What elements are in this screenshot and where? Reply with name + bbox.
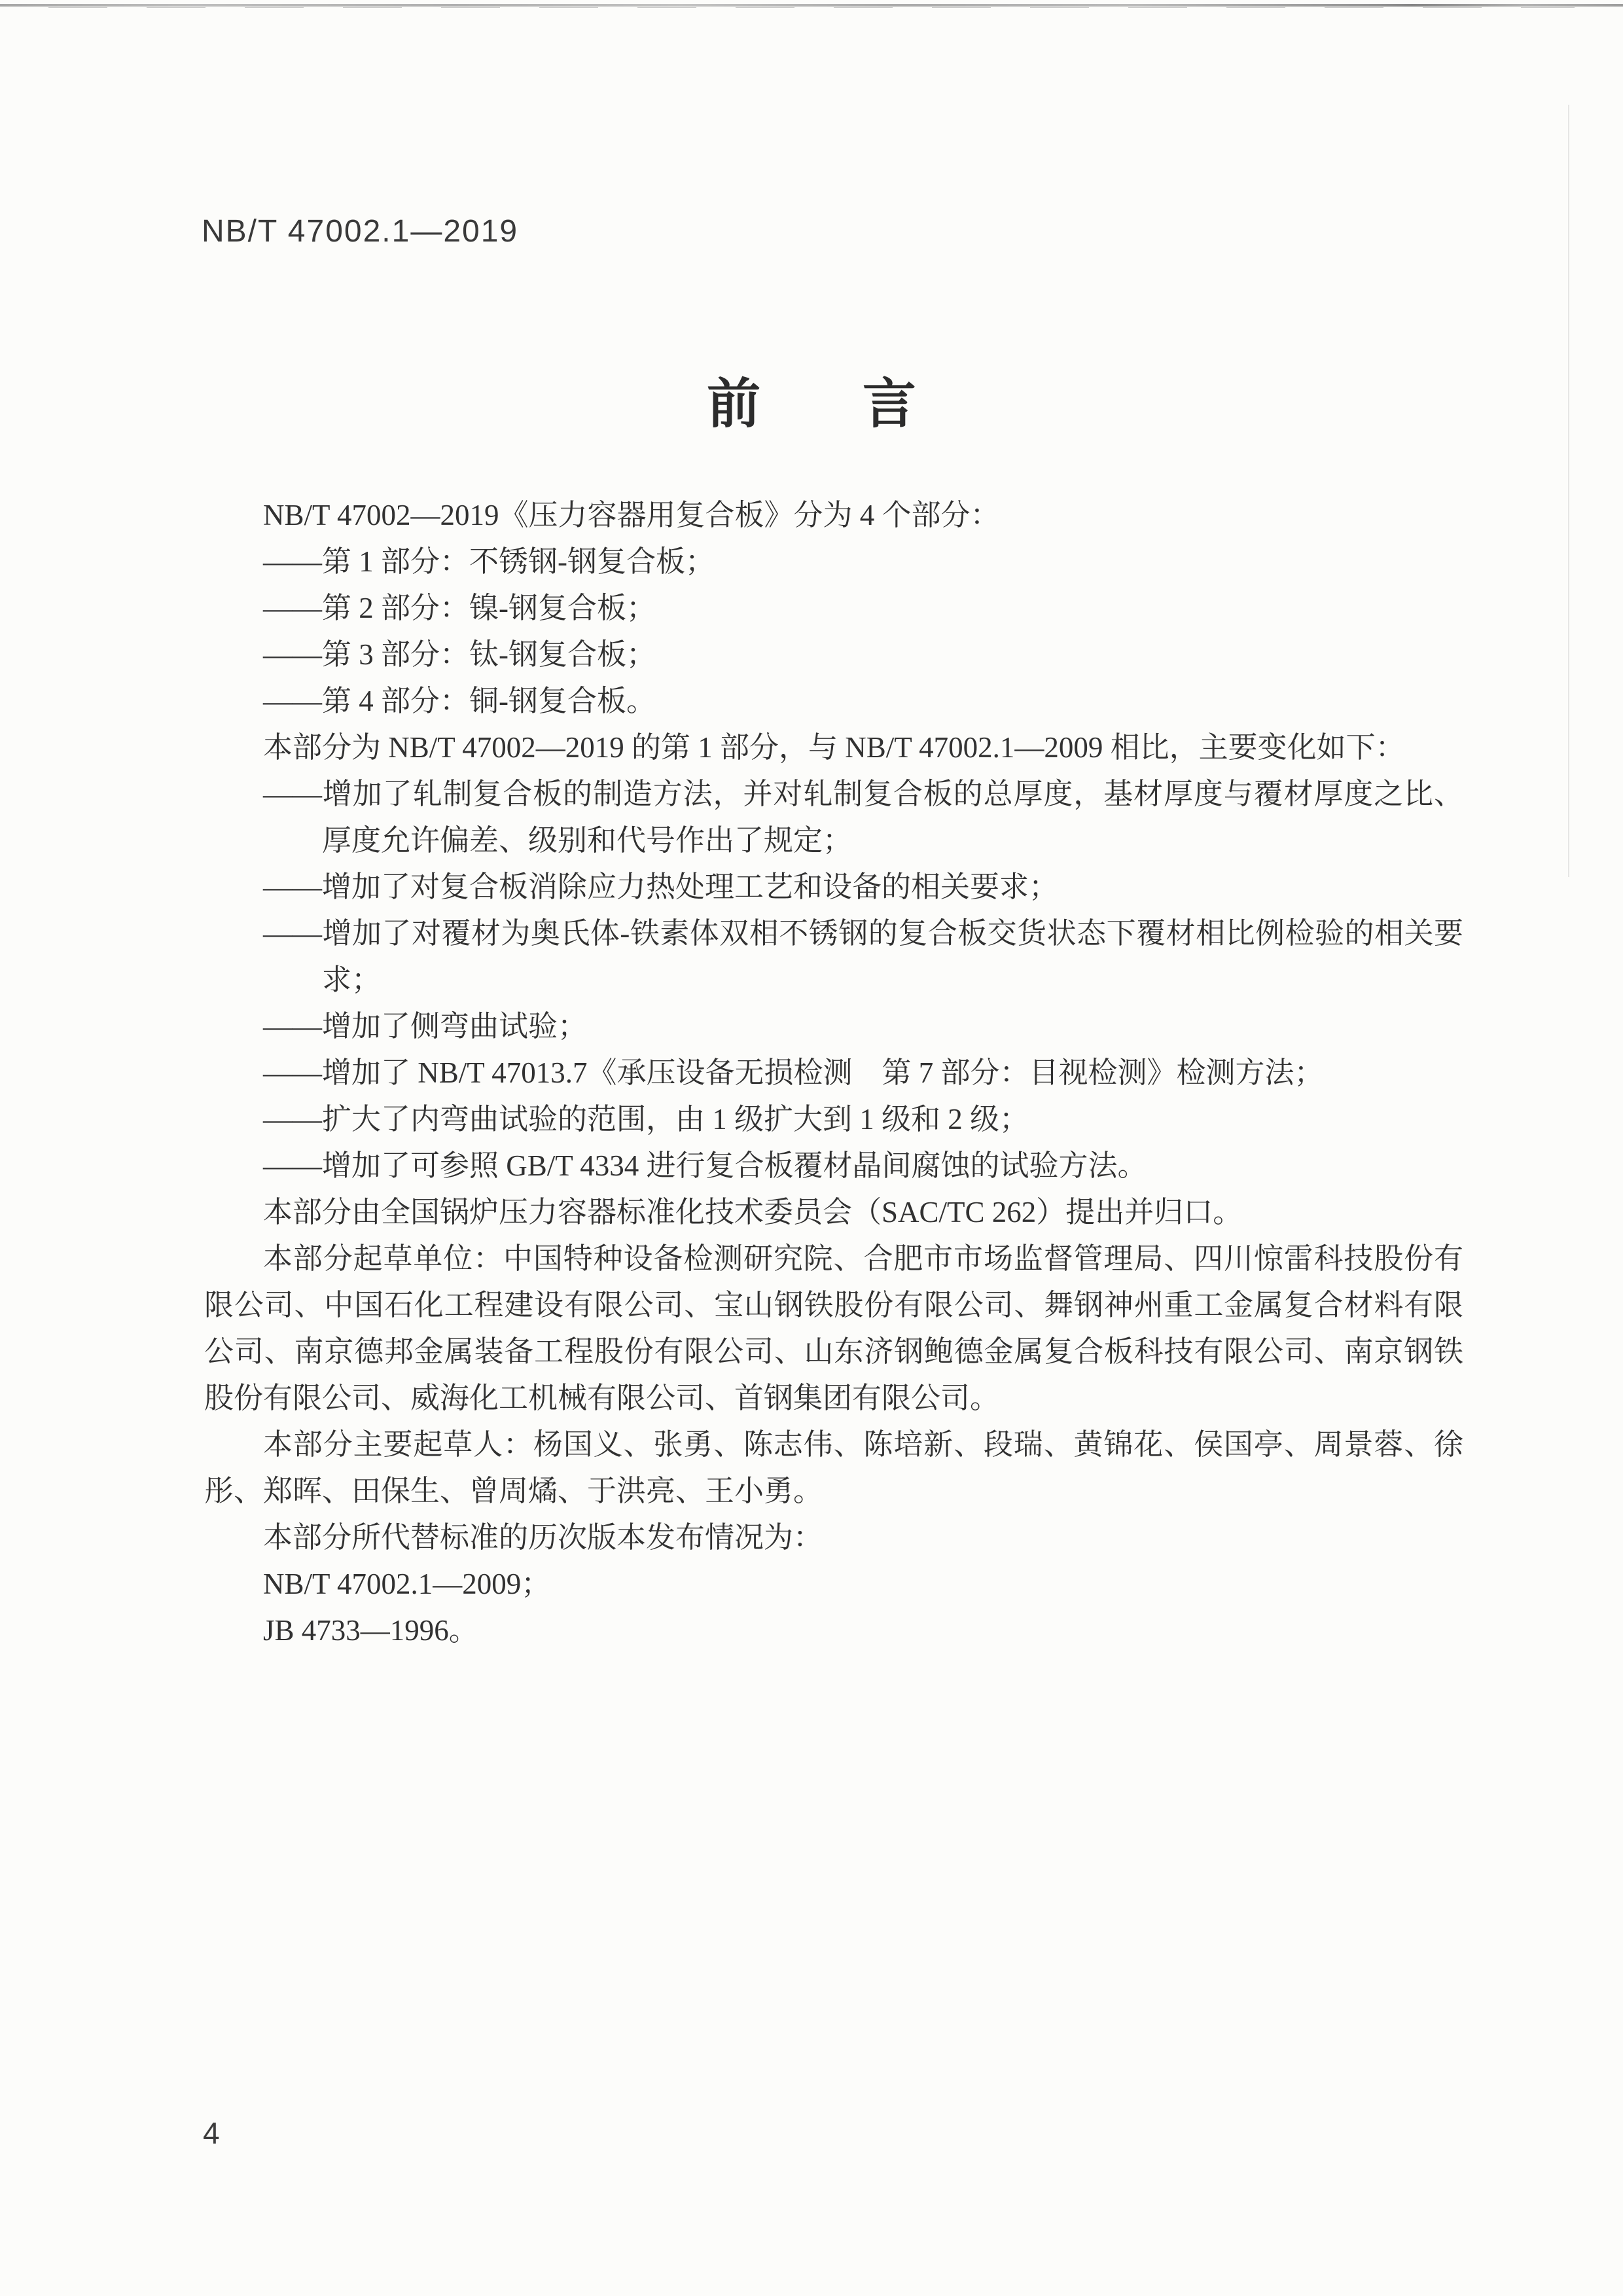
foreword-title: 前 言 xyxy=(707,374,940,434)
paragraph-history-intro: 本部分所代替标准的历次版本发布情况为： xyxy=(263,1521,823,1554)
list-item-part-1: ——第 1 部分：不锈钢-钢复合板； xyxy=(263,545,715,578)
list-item-change-1: ——增加了轧制复合板的制造方法，并对轧制复合板的总厚度，基材厚度与覆材厚度之比、厚度允许偏差、级别和代号作出了规定； xyxy=(263,778,1463,857)
list-item-change-7: ——增加了可参照 GB/T 4334 进行复合板覆材晶间腐蚀的试验方法。 xyxy=(263,1149,1147,1182)
paragraph-drafting-units: 本部分起草单位：中国特种设备检测研究院、合肥市市场监督管理局、四川惊雷科技股份有限公司、中国石化工程建设有限公司、宝山钢铁股份有限公司、舞钢神州重工金属复合材料有限公司、南京德邦金属装备工程股份有限公司、山东济钢鲍德金属复合板科技有限公司、南京钢铁股份有限公司、威海化工机械有限公司、首钢集团有限公司。 xyxy=(204,1242,1463,1414)
paragraph-drafters: 本部分主要起草人：杨国义、张勇、陈志伟、陈培新、段瑞、黄锦花、侯国亭、周景蓉、徐彤、郑晖、田保生、曾周燏、于洪亮、王小勇。 xyxy=(204,1428,1463,1507)
scan-artifact-line xyxy=(0,4,1623,7)
history-item-1: NB/T 47002.1—2009； xyxy=(263,1568,551,1600)
list-item-change-6: ——扩大了内弯曲试验的范围，由 1 级扩大到 1 级和 2 级； xyxy=(263,1103,1029,1136)
list-item-part-2: ——第 2 部分：镍-钢复合板； xyxy=(263,592,656,624)
paragraph-revision-intro: 本部分为 NB/T 47002—2019 的第 1 部分，与 NB/T 47002.1—2009 相比，主要变化如下： xyxy=(263,731,1405,764)
standard-number-header: NB/T 47002.1—2019 xyxy=(202,214,519,249)
list-item-change-3: ——增加了对覆材为奥氏体-铁素体双相不锈钢的复合板交货状态下覆材相比例检验的相关要求； xyxy=(263,917,1463,996)
list-item-change-5: ——增加了 NB/T 47013.7《承压设备无损检测 第 7 部分：目视检测》检测方法； xyxy=(263,1056,1324,1089)
page-number: 4 xyxy=(203,2116,220,2150)
list-item-part-4: ——第 4 部分：铜-钢复合板。 xyxy=(263,685,656,717)
list-item-change-4: ——增加了侧弯曲试验； xyxy=(263,1010,588,1043)
foreword-body xyxy=(204,492,1463,1654)
list-item-change-2: ——增加了对复合板消除应力热处理工艺和设备的相关要求； xyxy=(263,870,1059,903)
paragraph-committee: 本部分由全国锅炉压力容器标准化技术委员会（SAC/TC 262）提出并归口。 xyxy=(263,1196,1243,1229)
paragraph-parts-intro: NB/T 47002—2019《压力容器用复合板》分为 4 个部分： xyxy=(263,499,1000,531)
scan-fold-mark xyxy=(1568,105,1569,877)
history-item-2: JB 4733—1996。 xyxy=(263,1614,478,1647)
list-item-part-3: ——第 3 部分：钛-钢复合板； xyxy=(263,638,656,671)
